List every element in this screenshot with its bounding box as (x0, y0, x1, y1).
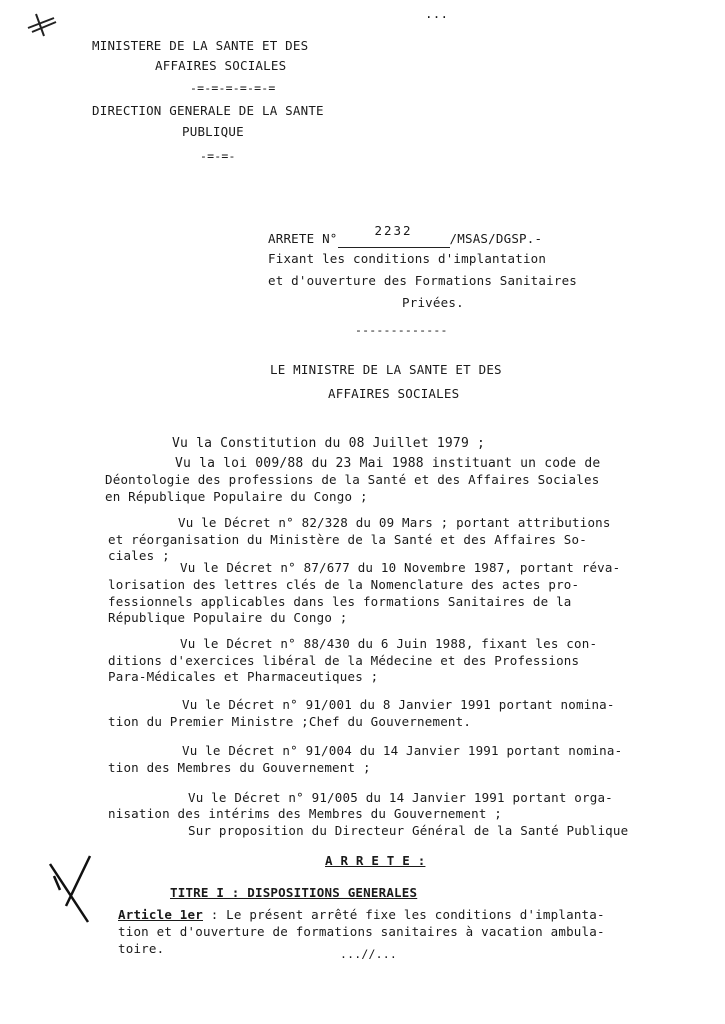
article-line1 (118, 907, 605, 923)
margin-cross-mark (40, 846, 100, 926)
visa-line: Vu le Décret n° 82/328 du 09 Mars ; portant attributions (178, 515, 611, 530)
arrete-title-line3: Privées. (402, 295, 464, 310)
arrete-title-line2: et d'ouverture des Formations Sanitaires (268, 273, 578, 288)
ministry-line1: MINISTERE DE LA SANTE ET DES (92, 38, 309, 53)
visa-line: Sur proposition du Directeur Général de la Santé Publique (188, 823, 629, 838)
article-line2: tion et d'ouverture de formations sanitaires à vacation ambula- (118, 924, 605, 939)
page-continuation-mark: ...//... (340, 947, 397, 961)
visa-line: ciales ; (108, 548, 170, 563)
visa-line: tion des Membres du Gouvernement ; (108, 760, 371, 775)
visa-line: lorisation des lettres clés de la Nomenclature des actes pro- (108, 577, 580, 592)
arrete-number-line (268, 223, 543, 248)
visa-line: Vu le Décret n° 91/004 du 14 Janvier 1991 portant nomina- (182, 743, 623, 758)
article-label: Article 1er (118, 907, 203, 922)
separator-3: ------------- (355, 323, 448, 337)
visa-line: Vu le Décret n° 88/430 du 6 Juin 1988, fixant les con- (180, 636, 598, 651)
visa-line: Déontologie des professions de la Santé et des Affaires Sociales (105, 472, 600, 487)
top-left-scribble (22, 8, 62, 38)
visa-line: République Populaire du Congo ; (108, 610, 348, 625)
article-text1: : Le présent arrêté fixe les conditions d'implanta- (202, 907, 605, 922)
arrete-heading: A R R E T E : (325, 853, 426, 868)
visa-line: Vu le Décret n° 91/005 du 14 Janvier 1991 portant orga- (188, 790, 613, 805)
visa-line: Vu le Décret n° 91/001 du 8 Janvier 1991 portant nomina- (182, 697, 615, 712)
top-right-mark: ... (425, 6, 449, 21)
titre-heading: TITRE I : DISPOSITIONS GENERALES (170, 885, 418, 900)
visa-line: fessionnels applicables dans les formations Sanitaires de la (108, 594, 572, 609)
separator-2: -=-=- (200, 149, 236, 163)
minister-line2: AFFAIRES SOCIALES (328, 386, 460, 401)
arrete-label: ARRETE N° (268, 231, 338, 246)
separator-1: -=-=-=-=-=-= (190, 81, 276, 95)
visa-line: nisation des intérims des Membres du Gouvernement ; (108, 806, 503, 821)
arrete-suffix: /MSAS/DGSP.- (449, 231, 543, 246)
visa-line: Vu le Décret n° 87/677 du 10 Novembre 1987, portant réva- (180, 560, 621, 575)
visa-line: tion du Premier Ministre ;Chef du Gouvernement. (108, 714, 472, 729)
visa-line: Para-Médicales et Pharmaceutiques ; (108, 669, 379, 684)
direction-line1: DIRECTION GENERALE DE LA SANTE (92, 103, 324, 118)
arrete-title-line1: Fixant les conditions d'implantation (268, 251, 547, 266)
visa-line: Vu la loi 009/88 du 23 Mai 1988 instituant un code de (175, 456, 601, 471)
visa-line: ditions d'exercices libéral de la Médecine et des Professions (108, 653, 580, 668)
visa-line: Vu la Constitution du 08 Juillet 1979 ; (172, 436, 486, 451)
visa-line: et réorganisation du Ministère de la Santé et des Affaires So- (108, 532, 587, 547)
article-line3: toire. (118, 941, 165, 956)
arrete-number: 2232 (338, 231, 450, 248)
visa-line: en République Populaire du Congo ; (105, 489, 368, 504)
direction-line2: PUBLIQUE (182, 124, 244, 139)
minister-line1: LE MINISTRE DE LA SANTE ET DES (270, 362, 502, 377)
ministry-line2: AFFAIRES SOCIALES (155, 58, 287, 73)
